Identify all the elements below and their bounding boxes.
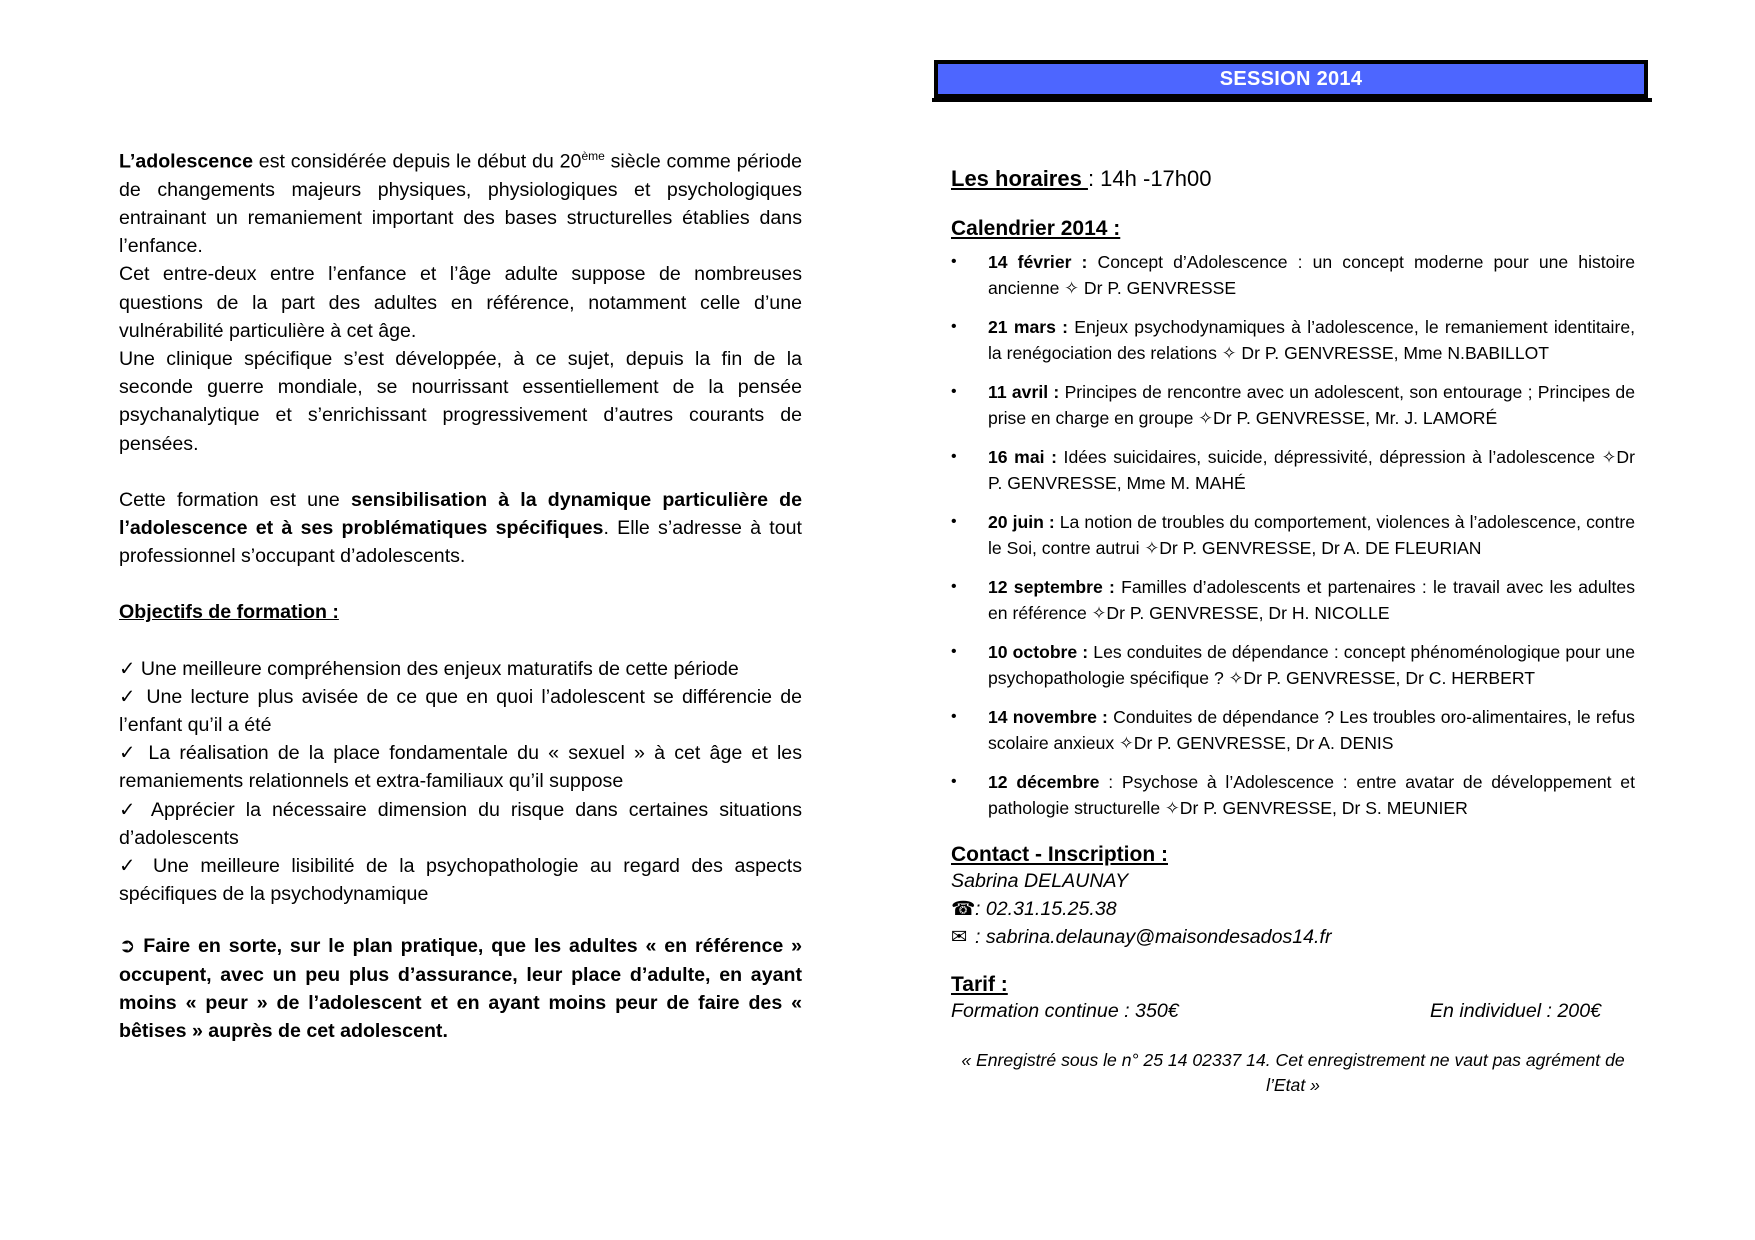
calendar-item xyxy=(951,379,1635,431)
formation-text-b: . Elle s’adresse à tout professionnel s’occupant d’adolescents. xyxy=(119,516,802,568)
contact-name: Sabrina DELAUNAY xyxy=(951,870,1129,892)
calendar-item xyxy=(951,314,1635,366)
calendar-text: Enjeux psychodynamiques à l’adolescence, le remaniement identitaire, la renégociation des relations ✧ Dr P. GENVRESSE, Mme N.BABILLOT xyxy=(988,317,1636,363)
calendar-list xyxy=(951,249,1635,821)
intro-text-a: est considérée depuis le début du 20 xyxy=(252,150,582,173)
horaires-value: : 14h -17h00 xyxy=(1087,166,1212,191)
calendar-item xyxy=(951,704,1635,756)
objectif-item: ✓ Une meilleure compréhension des enjeux maturatifs de cette période xyxy=(119,657,739,680)
intro-text-b: siècle comme période de changements majeurs physiques, physiologiques et psychologiques entrainant un remaniement important des bases structurelles établies dans l’enfance. xyxy=(119,150,802,258)
tarif-individuel: En individuel : 200€ xyxy=(1429,1000,1601,1022)
calendar-text: : Psychose à l’Adolescence : entre avatar de développement et pathologie structurelle ✧Dr P. GENVRESSE, Dr S. MEUNIER xyxy=(988,772,1635,818)
superscript-eme: ème xyxy=(581,149,605,163)
objectif-item: ✓ Une meilleure lisibilité de la psychopathologie au regard des aspects spécifiques de la psychodynamique xyxy=(119,855,802,906)
calendar-date: 11 avril : xyxy=(988,382,1060,402)
bullet-icon: • xyxy=(951,383,957,400)
calendar-text: Les conduites de dépendance : concept phénoménologique pour une psychopathologie spécifique ? ✧Dr P. GENVRESSE, Dr C. HERBERT xyxy=(988,642,1635,688)
formation-text-a: Cette formation est une xyxy=(119,488,351,511)
bullet-icon: • xyxy=(951,513,957,530)
bullet-icon: • xyxy=(951,253,957,270)
objectif-item: ✓ Une lecture plus avisée de ce que en quoi l’adolescent se différencie de l’enfant qu’il a été xyxy=(119,685,802,736)
intro-paragraph xyxy=(119,142,802,260)
phone-line xyxy=(951,895,1635,923)
calendar-text: Conduites de dépendance ? Les troubles oro-alimentaires, le refus scolaire anxieux ✧Dr P. GENVRESSE, Dr A. DENIS xyxy=(988,707,1635,753)
calendar-item xyxy=(951,639,1635,691)
bullet-icon: • xyxy=(951,708,957,725)
calendar-date: 21 mars : xyxy=(988,317,1068,337)
calendar-text: La notion de troubles du comportement, violences à l’adolescence, contre le Soi, contre autrui ✧Dr P. GENVRESSE, Dr A. DE FLEURIAN xyxy=(988,512,1635,558)
phone-icon: ☎ xyxy=(951,898,976,920)
calendar-text: Principes de rencontre avec un adolescent, son entourage ; Principes de prise en charge en groupe ✧Dr P. GENVRESSE, Mr. J. LAMORÉ xyxy=(988,382,1635,428)
calendar-date: 20 juin : xyxy=(988,512,1055,532)
bullet-icon: • xyxy=(951,643,957,660)
calendar-item xyxy=(951,249,1635,301)
tarif-heading: Tarif : xyxy=(951,973,1008,996)
objectifs-heading: Objectifs de formation : xyxy=(119,601,339,624)
calendar-text: Concept d’Adolescence : un concept moderne pour une histoire ancienne ✧ Dr P. GENVRESSE xyxy=(988,252,1635,298)
phone-number: : 02.31.15.25.38 xyxy=(975,898,1117,920)
calendrier-heading: Calendrier 2014 : xyxy=(951,217,1121,240)
objectif-item: ✓ La réalisation de la place fondamentale du « sexuel » à cet âge et les remaniements relationnels et extra-familiaux qu’il suppose xyxy=(119,742,802,793)
right-column xyxy=(951,163,1635,1098)
paragraph-2: Cet entre-deux entre l’enfance et l’âge adulte suppose de nombreuses questions de la part des adultes en référence, notamment celle d’une vulnérabilité particulière à cet âge. xyxy=(119,263,802,342)
bullet-icon: • xyxy=(951,773,957,790)
formation-paragraph xyxy=(119,486,802,571)
horaires-label: Les horaires xyxy=(951,166,1088,191)
callout-paragraph: ➲ Faire en sorte, sur le plan pratique, que les adultes « en référence » occupent, avec un peu plus d’assurance, leur place d’adulte, en ayant moins « peur » de l’adolescent et en ayant moins peur de faire des « bêtises » auprès de cet adolescent. xyxy=(119,935,802,1043)
calendar-date: 14 février : xyxy=(988,252,1088,272)
registration-note: « Enregistré sous le n° 25 14 02337 14. Cet enregistrement ne vaut pas agrément de l’Etat » xyxy=(961,1050,1625,1095)
calendar-text: Familles d’adolescents et partenaires : le travail avec les adultes en référence ✧Dr P. GENVRESSE, Dr H. NICOLLE xyxy=(988,577,1636,623)
bullet-icon: • xyxy=(951,448,957,465)
email-line xyxy=(951,923,1635,951)
calendar-item xyxy=(951,509,1635,561)
calendar-item xyxy=(951,444,1635,496)
formation-strong: sensibilisation à la dynamique particulière de l’adolescence et à ses problématiques spécifiques xyxy=(119,488,802,539)
intro-term: L’adolescence xyxy=(119,150,253,173)
tarif-formation: Formation continue : 350€ xyxy=(951,1000,1179,1022)
bullet-icon: • xyxy=(951,318,957,335)
left-column xyxy=(119,142,802,1045)
horaires-line xyxy=(951,163,1635,195)
bullet-icon: • xyxy=(951,578,957,595)
calendar-date: 14 novembre : xyxy=(988,707,1108,727)
contact-heading: Contact - Inscription : xyxy=(951,843,1168,866)
tarif-row xyxy=(951,997,1601,1025)
calendar-item xyxy=(951,769,1635,821)
objectifs-list xyxy=(119,655,802,909)
calendar-item xyxy=(951,574,1635,626)
email-address: : sabrina.delaunay@maisondesados14.fr xyxy=(975,926,1332,948)
calendar-date: 10 octobre : xyxy=(988,642,1089,662)
calendar-date: 12 décembre xyxy=(988,772,1100,792)
calendar-date: 12 septembre : xyxy=(988,577,1115,597)
calendar-text: Idées suicidaires, suicide, dépressivité, dépression à l’adolescence ✧Dr P. GENVRESSE, Mme M. MAHÉ xyxy=(988,447,1635,493)
objectif-item: ✓ Apprécier la nécessaire dimension du risque dans certaines situations d’adolescents xyxy=(119,798,802,849)
paragraph-3: Une clinique spécifique s’est développée, à ce sujet, depuis la fin de la seconde guerre mondiale, se nourrissant essentiellement de la pensée psychanalytique et s’enrichissant progressivement d’autres courants de pensées. xyxy=(119,347,802,455)
mail-icon: ✉ xyxy=(951,926,968,948)
session-banner: SESSION 2014 xyxy=(934,60,1648,98)
contact-block xyxy=(951,867,1635,951)
calendar-date: 16 mai : xyxy=(988,447,1057,467)
